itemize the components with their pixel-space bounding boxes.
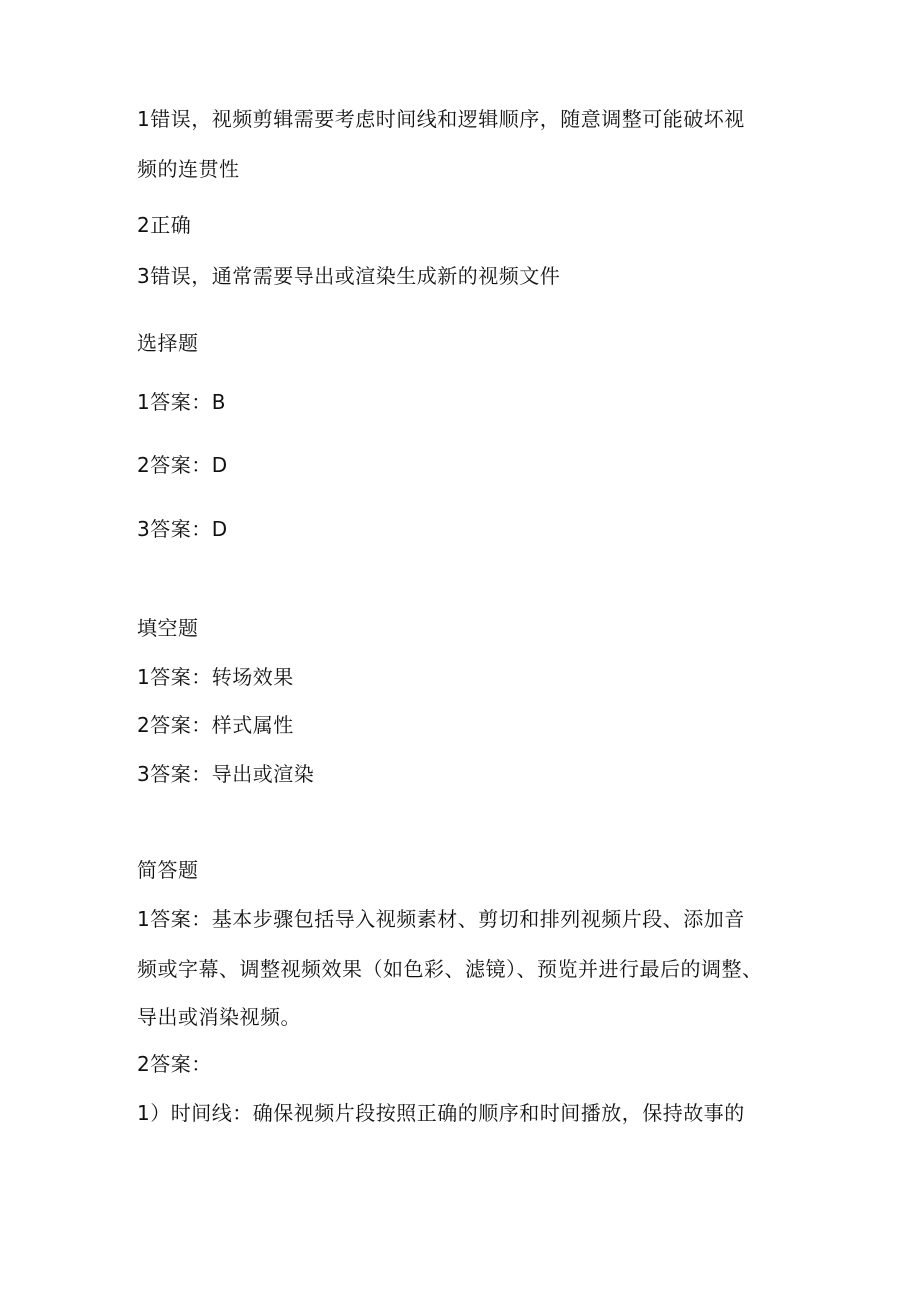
fill-section-heading: 填空题 [137,616,199,640]
judgment-answer-2: 2正确 [137,213,192,237]
choice-answer-1: 1答案：B [137,390,226,414]
short-answer-1-line-2: 频或字幕、调整视频效果（如色彩、滤镜）、预览并进行最后的调整、 [137,957,763,981]
short-answer-2-label: 2答案： [137,1052,212,1076]
choice-answer-2: 2答案：D [137,453,228,477]
short-answer-2-point-1: 1）时间线：确保视频片段按照正确的顺序和时间播放，保持故事的 [137,1101,745,1125]
fill-answer-1: 1答案：转场效果 [137,665,294,689]
choice-section-heading: 选择题 [137,331,199,355]
fill-answer-2: 2答案：样式属性 [137,713,294,737]
choice-answer-3: 3答案：D [137,517,228,541]
judgment-answer-1-continued: 频的连贯性 [137,157,240,181]
short-answer-1-line-3: 导出或消染视频。 [137,1005,301,1029]
short-answer-1-line-1: 1答案：基本步骤包括导入视频素材、剪切和排列视频片段、添加音 [137,907,745,931]
fill-answer-3: 3答案：导出或渲染 [137,762,315,786]
judgment-answer-3: 3错误，通常需要导出或渲染生成新的视频文件 [137,264,561,288]
judgment-answer-1: 1错误，视频剪辑需要考虑时间线和逻辑顺序，随意调整可能破坏视 [137,107,745,131]
short-section-heading: 简答题 [137,858,199,882]
